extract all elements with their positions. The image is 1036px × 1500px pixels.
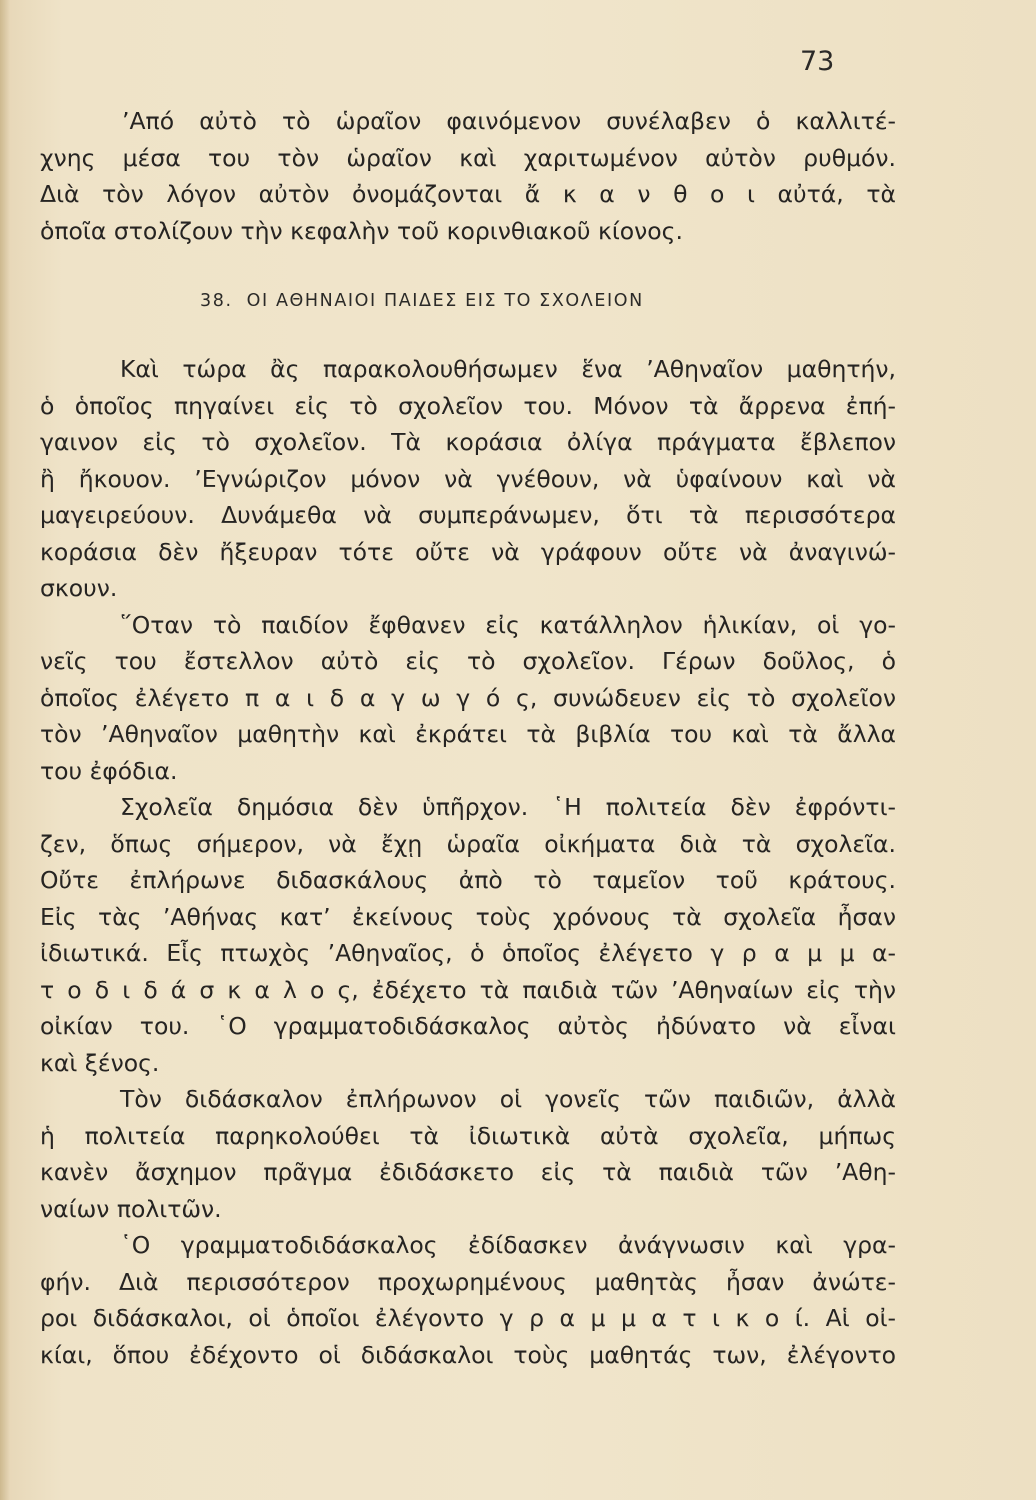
text-line: ’Από αὐτὸ τὸ ὡραῖον φαινόμενον συνέλαβεν ὁ καλλιτέ- (122, 107, 896, 135)
text-line: φήν. Διὰ περισσότερον προχωρημένους μαθητὰς ἦσαν ἀνώτε- (40, 1267, 896, 1296)
body-text (40, 351, 896, 1373)
text-line: κίαι, ὅπου ἐδέχοντο οἱ διδάσκαλοι τοὺς μαθητάς των, ἐλέγοντο (40, 1340, 896, 1369)
text-line: καὶ ξένος. (40, 1048, 160, 1077)
section-heading (200, 291, 658, 311)
text-line: νεῖς του ἔστελλον αὐτὸ εἰς τὸ σχολεῖον. Γέρων δοῦλος, ὁ (40, 647, 896, 675)
text-line: σκουν. (40, 574, 118, 602)
text-line: τὸν ’Αθηναῖον μαθητὴν καὶ ἐκράτει τὰ βιβλία του καὶ τὰ ἄλλα (40, 720, 896, 748)
text-line: ζεν, ὅπως σήμερον, νὰ ἔχῃ ὡραῖα οἰκήματα διὰ τὰ σχολεῖα. (40, 829, 896, 858)
text-line: του ἐφόδια. (40, 756, 178, 785)
text-line: ἰδιωτικά. Εἷς πτωχὸς ’Αθηναῖος, ὁ ὁποῖος ἐλέγετο γ ρ α μ μ α- (40, 939, 896, 967)
page-binding-edge (0, 0, 10, 1500)
text-line: Εἰς τὰς ’Αθήνας κατ’ ἐκείνους τοὺς χρόνους τὰ σχολεῖα ἦσαν (40, 902, 896, 931)
text-line: Διὰ τὸν λόγον αὐτὸν ὀνομάζονται ἄ κ α ν θ ο ι αὐτά, τὰ (40, 180, 896, 208)
text-line: οἰκίαν του. ῾Ο γραμματοδιδάσκαλος αὐτὸς ἠδύνατο νὰ εἶναι (40, 1012, 896, 1040)
text-line: ὁποῖα στολίζουν τὴν κεφαλὴν τοῦ κορινθιακοῦ κίονος. (40, 216, 683, 245)
text-line: κανὲν ἄσχημον πρᾶγμα ἐδιδάσκετο εἰς τὰ παιδιὰ τῶν ’Αθη- (40, 1158, 896, 1186)
text-line: ὁ ὁποῖος πηγαίνει εἰς τὸ σχολεῖον του. Μόνον τὰ ἄρρενα ἐπή- (40, 391, 896, 420)
text-line: κοράσια δὲν ἤξευραν τότε οὔτε νὰ γράφουν οὔτε νὰ ἀναγινώ- (40, 537, 896, 566)
text-line: ἢ ἤκουον. ’Εγνώριζον μόνον νὰ γνέθουν, νὰ ὑφαίνουν καὶ νὰ (40, 464, 896, 493)
text-line: Καὶ τώρα ἂς παρακολουθήσωμεν ἕνα ’Αθηναῖον μαθητήν, (120, 355, 896, 383)
section-number: 38. (200, 291, 233, 311)
text-line: Τὸν διδάσκαλον ἐπλήρωνον οἱ γονεῖς τῶν παιδιῶν, ἀλλὰ (120, 1085, 896, 1113)
text-line: τ ο δ ι δ ά σ κ α λ ο ς, ἐδέχετο τὰ παιδιὰ τῶν ’Αθηναίων εἰς τὴν (40, 975, 896, 1004)
text-line: ἡ πολιτεία παρηκολούθει τὰ ἰδιωτικὰ αὐτὰ σχολεῖα, μήπως (40, 1121, 896, 1150)
text-line: ῾Ο γραμματοδιδάσκαλος ἐδίδασκεν ἀνάγνωσιν καὶ γρα- (120, 1231, 896, 1259)
intro-paragraph (40, 103, 896, 249)
text-line: μαγειρεύουν. Δυνάμεθα νὰ συμπεράνωμεν, ὅτι τὰ περισσότερα (40, 501, 896, 529)
text-line: ροι διδάσκαλοι, οἱ ὁποῖοι ἐλέγοντο γ ρ α μ μ α τ ι κ ο ί. Αἱ οἰ- (40, 1304, 896, 1332)
text-line: ὁποῖος ἐλέγετο π α ι δ α γ ω γ ό ς, συνώδευεν εἰς τὸ σχολεῖον (40, 683, 896, 712)
text-line: ναίων πολιτῶν. (40, 1194, 222, 1223)
text-line: Σχολεῖα δημόσια δὲν ὑπῆρχον. ῾Η πολιτεία δὲν ἐφρόντι- (120, 793, 896, 821)
text-line: γαινον εἰς τὸ σχολεῖον. Τὰ κοράσια ὀλίγα πράγματα ἔβλεπον (40, 428, 896, 456)
section-title: ΟΙ ΑΘΗΝΑΙΟΙ ΠΑΙΔΕΣ ΕΙΣ ΤΟ ΣΧΟΛΕΙΟΝ (246, 291, 644, 311)
text-line: ῞Οταν τὸ παιδίον ἔφθανεν εἰς κατάλληλον ἡλικίαν, οἱ γο- (120, 610, 896, 639)
text-line: χνης μέσα του τὸν ὡραῖον καὶ χαριτωμένον αὐτὸν ρυθμόν. (40, 143, 896, 172)
page-number: 73 (800, 46, 835, 77)
text-line: Οὔτε ἐπλήρωνε διδασκάλους ἀπὸ τὸ ταμεῖον τοῦ κράτους. (40, 866, 896, 894)
